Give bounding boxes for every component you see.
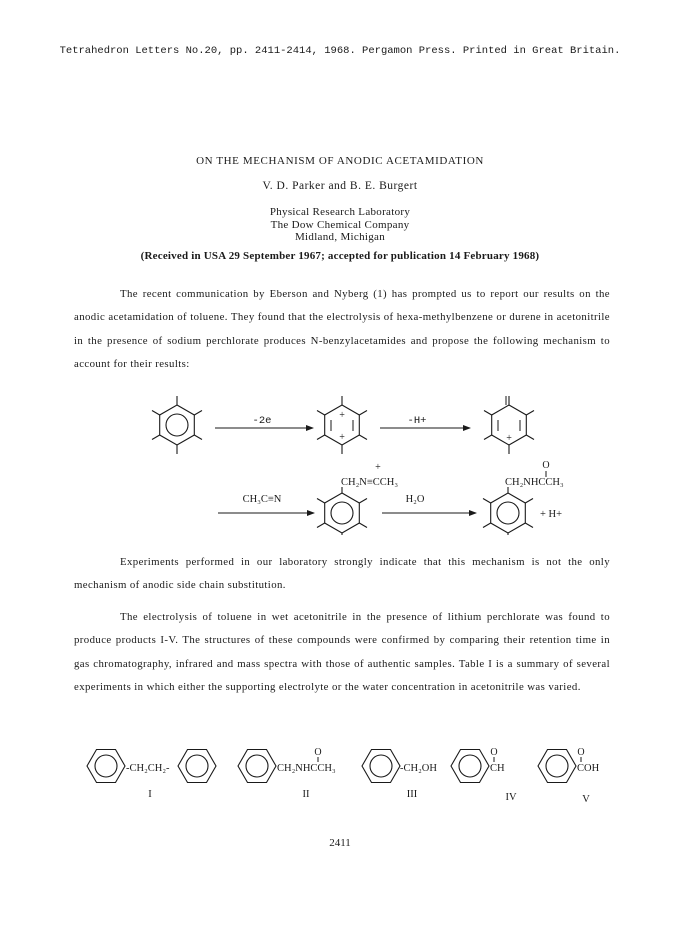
reagent-water: H₂O bbox=[405, 494, 425, 505]
compound-IV-oxygen: O bbox=[490, 747, 498, 758]
page-number: 2411 bbox=[329, 837, 351, 849]
compound-III-benzyl-alcohol bbox=[362, 750, 437, 801]
paragraph-3: The electrolysis of toluene in wet acetonitrile in the presence of lithium perchlorate was found to produce products I-V. The structures of these compounds were confirmed by comparing their retention time in gas chromatography, infrared and mass spectra with those of authentic samples. Table I is a summary of several experiments in which either the supporting electrolyte or the water concentration in acetonitrile was varied. bbox=[74, 611, 610, 693]
received-dates: (Received in USA 29 September 1967; accepted for publication 14 February 1968) bbox=[140, 250, 540, 262]
products-structures bbox=[0, 742, 680, 812]
benzyl-cation-structure bbox=[484, 396, 534, 454]
affiliation-city: Midland, Michigan bbox=[294, 231, 386, 243]
benzylacetamide-structure bbox=[483, 487, 533, 535]
article-title: ON THE MECHANISM OF ANODIC ACETAMIDATION bbox=[196, 155, 484, 167]
compound-I-label: I bbox=[148, 789, 152, 800]
nitrilium-substituent: CH₂N≡CCH₃ bbox=[341, 477, 399, 488]
charge-plus-ring: + bbox=[506, 433, 512, 444]
compound-V-substituent: COH bbox=[577, 763, 600, 774]
reagent-acetonitrile: CH₃C≡N bbox=[242, 494, 282, 505]
arrow-label-minus-h: -H+ bbox=[407, 415, 427, 427]
compound-I-bibenzyl bbox=[87, 750, 216, 801]
amide-carbonyl-oxygen: O bbox=[542, 460, 550, 471]
charge-plus-top: + bbox=[339, 410, 345, 421]
paragraph-2: Experiments performed in our laboratory strongly indicate that this mechanism is not the only mechanism of anodic side chain substitution. bbox=[74, 556, 610, 592]
reaction-scheme bbox=[0, 385, 680, 535]
nitrilium-intermediate-structure bbox=[317, 487, 367, 535]
authors: V. D. Parker and B. E. Burgert bbox=[262, 180, 418, 192]
compound-II-oxygen: O bbox=[314, 747, 322, 758]
compound-V-oxygen: O bbox=[577, 747, 585, 758]
dication-structure bbox=[317, 396, 367, 454]
affiliation-company: The Dow Chemical Company bbox=[270, 218, 410, 231]
paragraph-1: The recent communication by Eberson and Nyberg (1) has prompted us to report our results on the anodic acetamidation of toluene. They found that the electrolysis of hexa-methylbenzene or durene in acetonitrile in the presence of sodium perchlorate produces N-benzylacetamides and propose the following mechanism to account for their results: bbox=[74, 288, 610, 370]
compound-II-label: II bbox=[302, 789, 310, 800]
amide-substituent: CH₂NHCCH₃ bbox=[505, 477, 564, 488]
compound-II-substituent: CH₂NHCCH₃ bbox=[277, 763, 336, 774]
compound-V-label: V bbox=[582, 794, 590, 805]
nitrilium-charge: + bbox=[375, 462, 381, 473]
affiliation-lab: Physical Research Laboratory bbox=[269, 206, 411, 218]
journal-header: Tetrahedron Letters No.20, pp. 2411-2414, 1968. Pergamon Press. Printed in Great Britain. bbox=[59, 45, 621, 57]
affiliation bbox=[0, 206, 680, 244]
compound-IV-benzaldehyde bbox=[451, 747, 517, 803]
compound-II-benzylacetamide bbox=[238, 747, 336, 800]
byproduct-h-plus: + H+ bbox=[540, 509, 563, 520]
compound-I-substituent: -CH₂CH₂- bbox=[126, 763, 170, 774]
arrow-label-minus-2e: -2e bbox=[252, 415, 272, 427]
compound-IV-substituent: CH bbox=[490, 763, 505, 774]
compound-IV-label: IV bbox=[505, 792, 517, 803]
compound-V-benzoic-acid bbox=[538, 747, 600, 805]
hexamethylbenzene-structure bbox=[152, 396, 202, 454]
compound-III-substituent: -CH₂OH bbox=[400, 763, 437, 774]
compound-III-label: III bbox=[406, 789, 418, 800]
charge-plus-bottom: + bbox=[339, 432, 345, 443]
